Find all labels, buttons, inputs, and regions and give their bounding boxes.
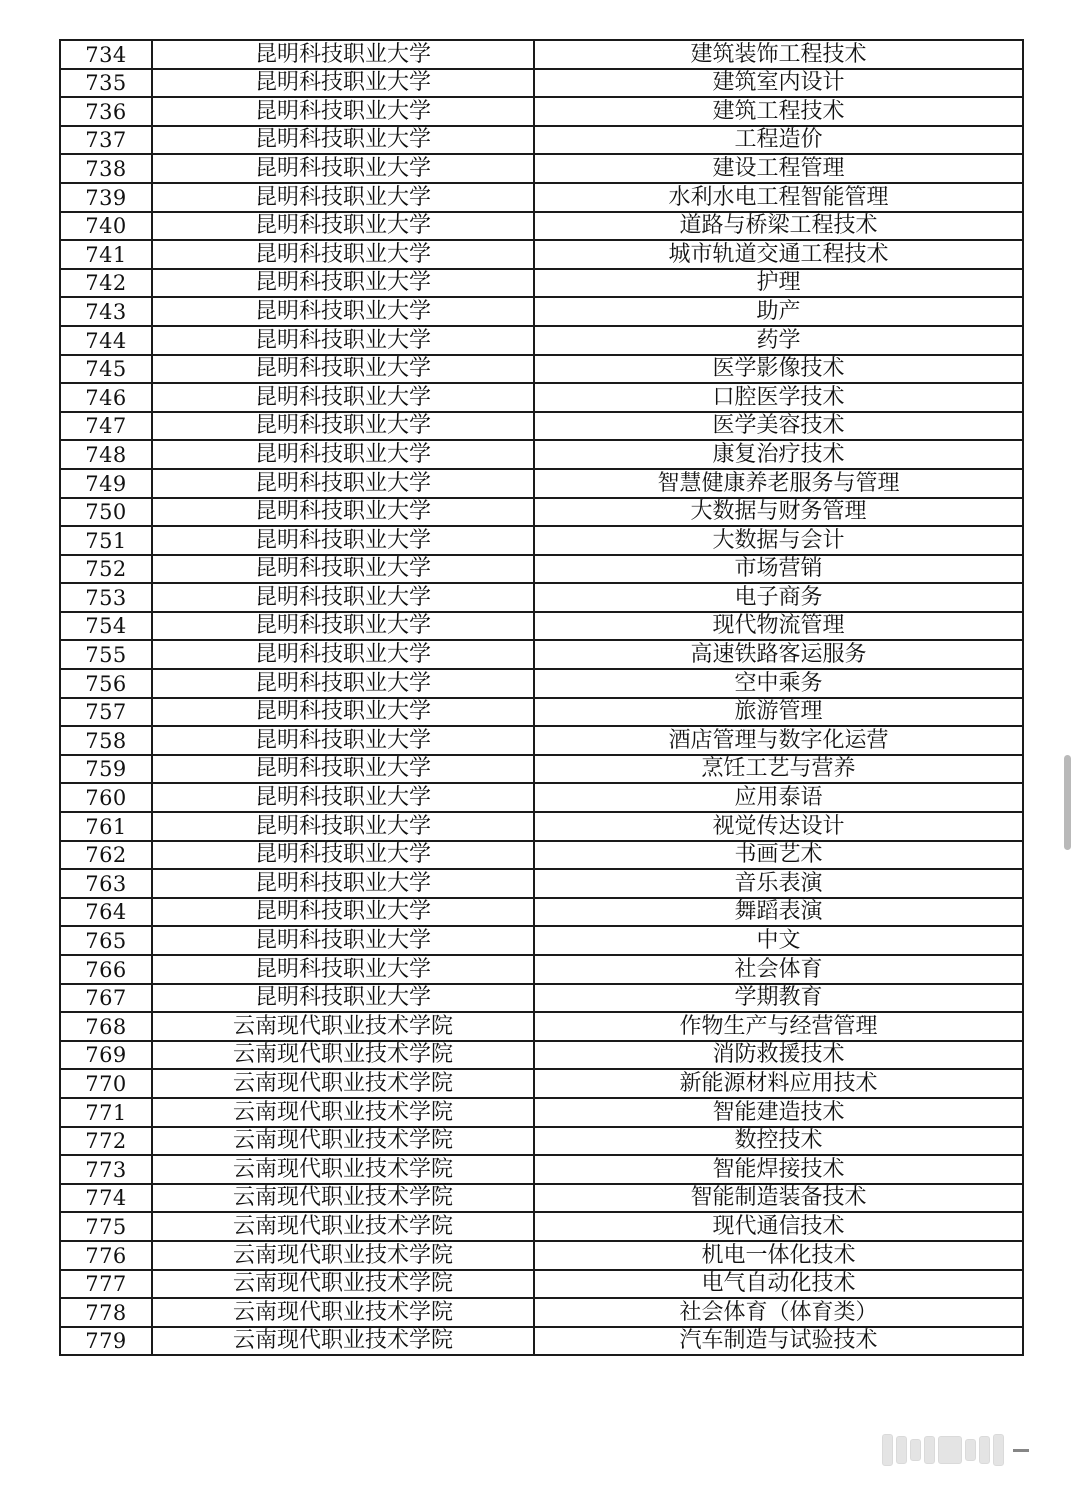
table-row (60, 926, 1023, 955)
school-name: 云南现代职业技术学院 (152, 1041, 534, 1070)
table-row (60, 469, 1023, 498)
school-name: 云南现代职业技术学院 (152, 1270, 534, 1299)
major-name: 视觉传达设计 (534, 812, 1023, 841)
major-name: 市场营销 (534, 555, 1023, 584)
table-row (60, 526, 1023, 555)
major-name: 城市轨道交通工程技术 (534, 240, 1023, 269)
row-number: 779 (60, 1327, 152, 1356)
major-name: 机电一体化技术 (534, 1241, 1023, 1270)
majors-table-body (60, 40, 1023, 1355)
row-number: 750 (60, 498, 152, 527)
major-name: 口腔医学技术 (534, 383, 1023, 412)
table-row (60, 498, 1023, 527)
table-row (60, 640, 1023, 669)
major-name: 助产 (534, 297, 1023, 326)
table-row (60, 1327, 1023, 1356)
school-name: 昆明科技职业大学 (152, 240, 534, 269)
school-name: 昆明科技职业大学 (152, 383, 534, 412)
school-name: 昆明科技职业大学 (152, 755, 534, 784)
school-name: 昆明科技职业大学 (152, 440, 534, 469)
table-row (60, 1069, 1023, 1098)
school-name: 昆明科技职业大学 (152, 726, 534, 755)
table-row (60, 1155, 1023, 1184)
watermark-logo (882, 1433, 1057, 1467)
major-name: 社会体育（体育类） (534, 1298, 1023, 1327)
table-row (60, 612, 1023, 641)
major-name: 中文 (534, 926, 1023, 955)
major-name: 智能焊接技术 (534, 1155, 1023, 1184)
table-row (60, 583, 1023, 612)
row-number: 736 (60, 97, 152, 126)
table-row (60, 841, 1023, 870)
school-name: 昆明科技职业大学 (152, 984, 534, 1013)
major-name: 现代物流管理 (534, 612, 1023, 641)
school-name: 昆明科技职业大学 (152, 698, 534, 727)
table-row (60, 154, 1023, 183)
table-row (60, 69, 1023, 98)
row-number: 778 (60, 1298, 152, 1327)
row-number: 753 (60, 583, 152, 612)
vertical-scrollbar[interactable] (1064, 755, 1071, 850)
major-name: 建筑室内设计 (534, 69, 1023, 98)
school-name: 昆明科技职业大学 (152, 355, 534, 384)
school-name: 昆明科技职业大学 (152, 526, 534, 555)
school-name: 昆明科技职业大学 (152, 669, 534, 698)
table-row (60, 984, 1023, 1013)
major-name: 音乐表演 (534, 869, 1023, 898)
school-name: 云南现代职业技术学院 (152, 1212, 534, 1241)
major-name: 大数据与会计 (534, 526, 1023, 555)
major-name: 高速铁路客运服务 (534, 640, 1023, 669)
major-name: 社会体育 (534, 955, 1023, 984)
table-row (60, 1270, 1023, 1299)
major-name: 舞蹈表演 (534, 898, 1023, 927)
row-number: 757 (60, 698, 152, 727)
major-name: 建筑工程技术 (534, 97, 1023, 126)
major-name: 酒店管理与数字化运营 (534, 726, 1023, 755)
row-number: 777 (60, 1270, 152, 1299)
major-name: 旅游管理 (534, 698, 1023, 727)
school-name: 云南现代职业技术学院 (152, 1298, 534, 1327)
school-name: 昆明科技职业大学 (152, 955, 534, 984)
major-name: 现代通信技术 (534, 1212, 1023, 1241)
table-row (60, 326, 1023, 355)
row-number: 775 (60, 1212, 152, 1241)
school-name: 昆明科技职业大学 (152, 212, 534, 241)
school-name: 昆明科技职业大学 (152, 583, 534, 612)
school-name: 昆明科技职业大学 (152, 412, 534, 441)
major-name: 水利水电工程智能管理 (534, 183, 1023, 212)
school-name: 昆明科技职业大学 (152, 469, 534, 498)
school-name: 昆明科技职业大学 (152, 612, 534, 641)
school-name: 昆明科技职业大学 (152, 183, 534, 212)
row-number: 771 (60, 1098, 152, 1127)
school-name: 云南现代职业技术学院 (152, 1127, 534, 1156)
major-name: 空中乘务 (534, 669, 1023, 698)
table-row (60, 783, 1023, 812)
row-number: 739 (60, 183, 152, 212)
school-name: 昆明科技职业大学 (152, 926, 534, 955)
school-name: 昆明科技职业大学 (152, 498, 534, 527)
row-number: 767 (60, 984, 152, 1013)
row-number: 764 (60, 898, 152, 927)
row-number: 774 (60, 1184, 152, 1213)
row-number: 747 (60, 412, 152, 441)
table-row (60, 383, 1023, 412)
table-row (60, 555, 1023, 584)
row-number: 741 (60, 240, 152, 269)
row-number: 748 (60, 440, 152, 469)
major-name: 电子商务 (534, 583, 1023, 612)
majors-table (59, 39, 1024, 1356)
row-number: 735 (60, 69, 152, 98)
row-number: 760 (60, 783, 152, 812)
table-row (60, 1127, 1023, 1156)
table-row (60, 698, 1023, 727)
table-row (60, 669, 1023, 698)
major-name: 建设工程管理 (534, 154, 1023, 183)
table-row (60, 955, 1023, 984)
row-number: 743 (60, 297, 152, 326)
school-name: 昆明科技职业大学 (152, 269, 534, 298)
row-number: 755 (60, 640, 152, 669)
major-name: 学期教育 (534, 984, 1023, 1013)
school-name: 昆明科技职业大学 (152, 126, 534, 155)
major-name: 汽车制造与试验技术 (534, 1327, 1023, 1356)
row-number: 751 (60, 526, 152, 555)
school-name: 昆明科技职业大学 (152, 40, 534, 69)
school-name: 云南现代职业技术学院 (152, 1327, 534, 1356)
table-row (60, 212, 1023, 241)
major-name: 新能源材料应用技术 (534, 1069, 1023, 1098)
table-row (60, 898, 1023, 927)
row-number: 749 (60, 469, 152, 498)
school-name: 云南现代职业技术学院 (152, 1184, 534, 1213)
row-number: 745 (60, 355, 152, 384)
table-row (60, 1298, 1023, 1327)
table-row (60, 1241, 1023, 1270)
row-number: 766 (60, 955, 152, 984)
table-row (60, 40, 1023, 69)
major-name: 消防救援技术 (534, 1041, 1023, 1070)
row-number: 758 (60, 726, 152, 755)
table-row (60, 97, 1023, 126)
row-number: 744 (60, 326, 152, 355)
table-row (60, 297, 1023, 326)
school-name: 昆明科技职业大学 (152, 154, 534, 183)
table-row (60, 412, 1023, 441)
school-name: 昆明科技职业大学 (152, 555, 534, 584)
row-number: 773 (60, 1155, 152, 1184)
major-name: 智能建造技术 (534, 1098, 1023, 1127)
major-name: 智慧健康养老服务与管理 (534, 469, 1023, 498)
table-row (60, 1212, 1023, 1241)
school-name: 云南现代职业技术学院 (152, 1155, 534, 1184)
table-row (60, 812, 1023, 841)
row-number: 770 (60, 1069, 152, 1098)
school-name: 昆明科技职业大学 (152, 841, 534, 870)
school-name: 云南现代职业技术学院 (152, 1098, 534, 1127)
row-number: 742 (60, 269, 152, 298)
school-name: 昆明科技职业大学 (152, 898, 534, 927)
table-row (60, 1184, 1023, 1213)
row-number: 759 (60, 755, 152, 784)
school-name: 昆明科技职业大学 (152, 326, 534, 355)
table-row (60, 355, 1023, 384)
major-name: 护理 (534, 269, 1023, 298)
school-name: 昆明科技职业大学 (152, 97, 534, 126)
table-row (60, 183, 1023, 212)
major-name: 电气自动化技术 (534, 1270, 1023, 1299)
major-name: 数控技术 (534, 1127, 1023, 1156)
row-number: 765 (60, 926, 152, 955)
row-number: 772 (60, 1127, 152, 1156)
school-name: 昆明科技职业大学 (152, 297, 534, 326)
table-row (60, 126, 1023, 155)
table-row (60, 269, 1023, 298)
major-name: 医学影像技术 (534, 355, 1023, 384)
table-row (60, 755, 1023, 784)
row-number: 752 (60, 555, 152, 584)
school-name: 昆明科技职业大学 (152, 869, 534, 898)
row-number: 776 (60, 1241, 152, 1270)
table-row (60, 240, 1023, 269)
major-name: 书画艺术 (534, 841, 1023, 870)
table-row (60, 1098, 1023, 1127)
major-name: 道路与桥梁工程技术 (534, 212, 1023, 241)
row-number: 761 (60, 812, 152, 841)
row-number: 756 (60, 669, 152, 698)
major-name: 作物生产与经营管理 (534, 1012, 1023, 1041)
row-number: 769 (60, 1041, 152, 1070)
row-number: 737 (60, 126, 152, 155)
school-name: 昆明科技职业大学 (152, 783, 534, 812)
major-name: 建筑装饰工程技术 (534, 40, 1023, 69)
row-number: 763 (60, 869, 152, 898)
row-number: 734 (60, 40, 152, 69)
major-name: 智能制造装备技术 (534, 1184, 1023, 1213)
school-name: 昆明科技职业大学 (152, 640, 534, 669)
row-number: 740 (60, 212, 152, 241)
major-name: 药学 (534, 326, 1023, 355)
school-name: 云南现代职业技术学院 (152, 1069, 534, 1098)
document-sheet (59, 39, 1022, 1356)
major-name: 大数据与财务管理 (534, 498, 1023, 527)
row-number: 762 (60, 841, 152, 870)
major-name: 康复治疗技术 (534, 440, 1023, 469)
table-row (60, 1041, 1023, 1070)
row-number: 768 (60, 1012, 152, 1041)
table-row (60, 726, 1023, 755)
school-name: 昆明科技职业大学 (152, 69, 534, 98)
school-name: 云南现代职业技术学院 (152, 1012, 534, 1041)
major-name: 烹饪工艺与营养 (534, 755, 1023, 784)
school-name: 昆明科技职业大学 (152, 812, 534, 841)
table-row (60, 440, 1023, 469)
major-name: 医学美容技术 (534, 412, 1023, 441)
table-row (60, 1012, 1023, 1041)
major-name: 应用泰语 (534, 783, 1023, 812)
row-number: 754 (60, 612, 152, 641)
table-row (60, 869, 1023, 898)
row-number: 746 (60, 383, 152, 412)
major-name: 工程造价 (534, 126, 1023, 155)
row-number: 738 (60, 154, 152, 183)
school-name: 云南现代职业技术学院 (152, 1241, 534, 1270)
